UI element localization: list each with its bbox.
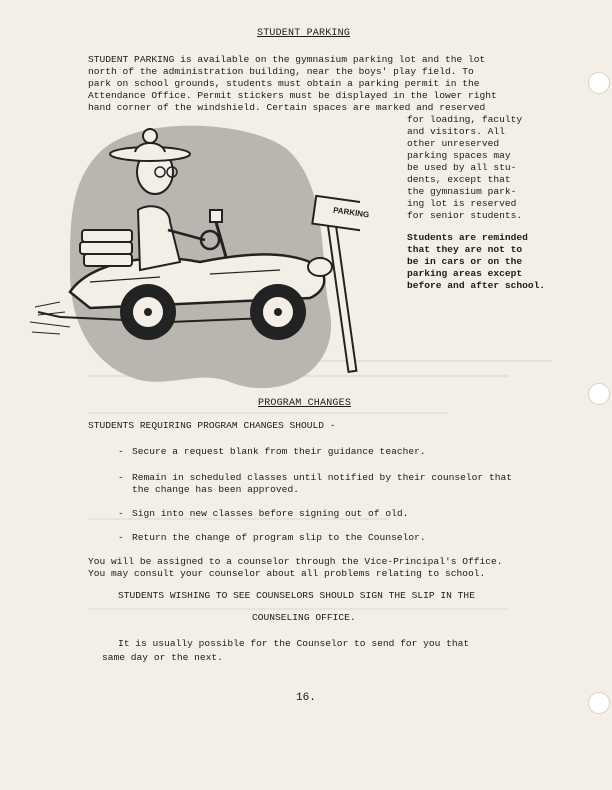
parking-sign-label: PARKING [332,205,370,220]
parking-side-3: other unreserved [407,138,500,149]
program-item-3: Sign into new classes before signing out of old. [132,508,409,519]
bullet-dash-1: - [118,446,124,457]
program-item-4: Return the change of program slip to the Counselor. [132,532,426,543]
reminder-line-3: be in cars or on the [407,256,523,267]
page-number: 16. [296,692,316,704]
parking-line-3: park on school grounds, students must obtain a parking permit in the [88,78,480,89]
parking-line-1: STUDENT PARKING is available on the gymnasium parking lot and the lot [88,54,486,65]
program-para2-line-2: same day or the next. [102,652,223,663]
car-cartoon-illustration [30,112,360,402]
parking-line-5: hand corner of the windshield. Certain spaces are marked and reserved [88,102,486,113]
punch-hole-middle [588,383,610,405]
reminder-line-4: parking areas except [407,268,523,279]
bullet-dash-3: - [118,508,124,519]
bullet-dash-4: - [118,532,124,543]
reminder-line-5: before and after school. [407,280,546,291]
parking-side-4: parking spaces may [407,150,511,161]
parking-title: STUDENT PARKING [257,28,351,39]
parking-side-6: dents, except that [407,174,511,185]
parking-side-5: be used by all stu- [407,162,517,173]
book-stack [82,230,132,242]
program-intro: STUDENTS REQUIRING PROGRAM CHANGES SHOULD - [88,420,336,431]
parking-side-1: for loading, faculty [407,114,523,125]
parking-side-7: the gymnasium park- [407,186,517,197]
parking-side-2: and visitors. All [407,126,505,137]
program-para2-line-1: It is usually possible for the Counselor to send for you that [118,638,470,649]
program-notice-line-1: STUDENTS WISHING TO SEE COUNSELORS SHOULD SIGN THE SLIP IN THE [118,590,475,601]
program-title: PROGRAM CHANGES [258,398,352,409]
program-para1-line-2: You may consult your counselor about all problems relating to school. [88,568,486,579]
reminder-line-1: Students are reminded [407,232,528,243]
program-item-2a: Remain in scheduled classes until notified by their counselor that [132,472,512,483]
program-notice-line-2: COUNSELING OFFICE. [252,612,356,623]
bullet-dash-2: - [118,472,124,483]
program-item-2b: the change has been approved. [132,484,299,495]
program-item-1: Secure a request blank from their guidance teacher. [132,446,426,457]
parking-line-2: north of the administration building, near the boys' play field. To [88,66,474,77]
reminder-line-2: that they are not to [407,244,523,255]
sign-post [328,222,357,372]
parking-side-8: ing lot is reserved [407,198,517,209]
punch-hole-bottom [588,692,610,714]
program-para1-line-1: You will be assigned to a counselor through the Vice-Principal's Office. [88,556,503,567]
punch-hole-top [588,72,610,94]
parking-line-4: Attendance Office. Permit stickers must be displayed in the lower right [88,90,497,101]
parking-side-9: for senior students. [407,210,523,221]
